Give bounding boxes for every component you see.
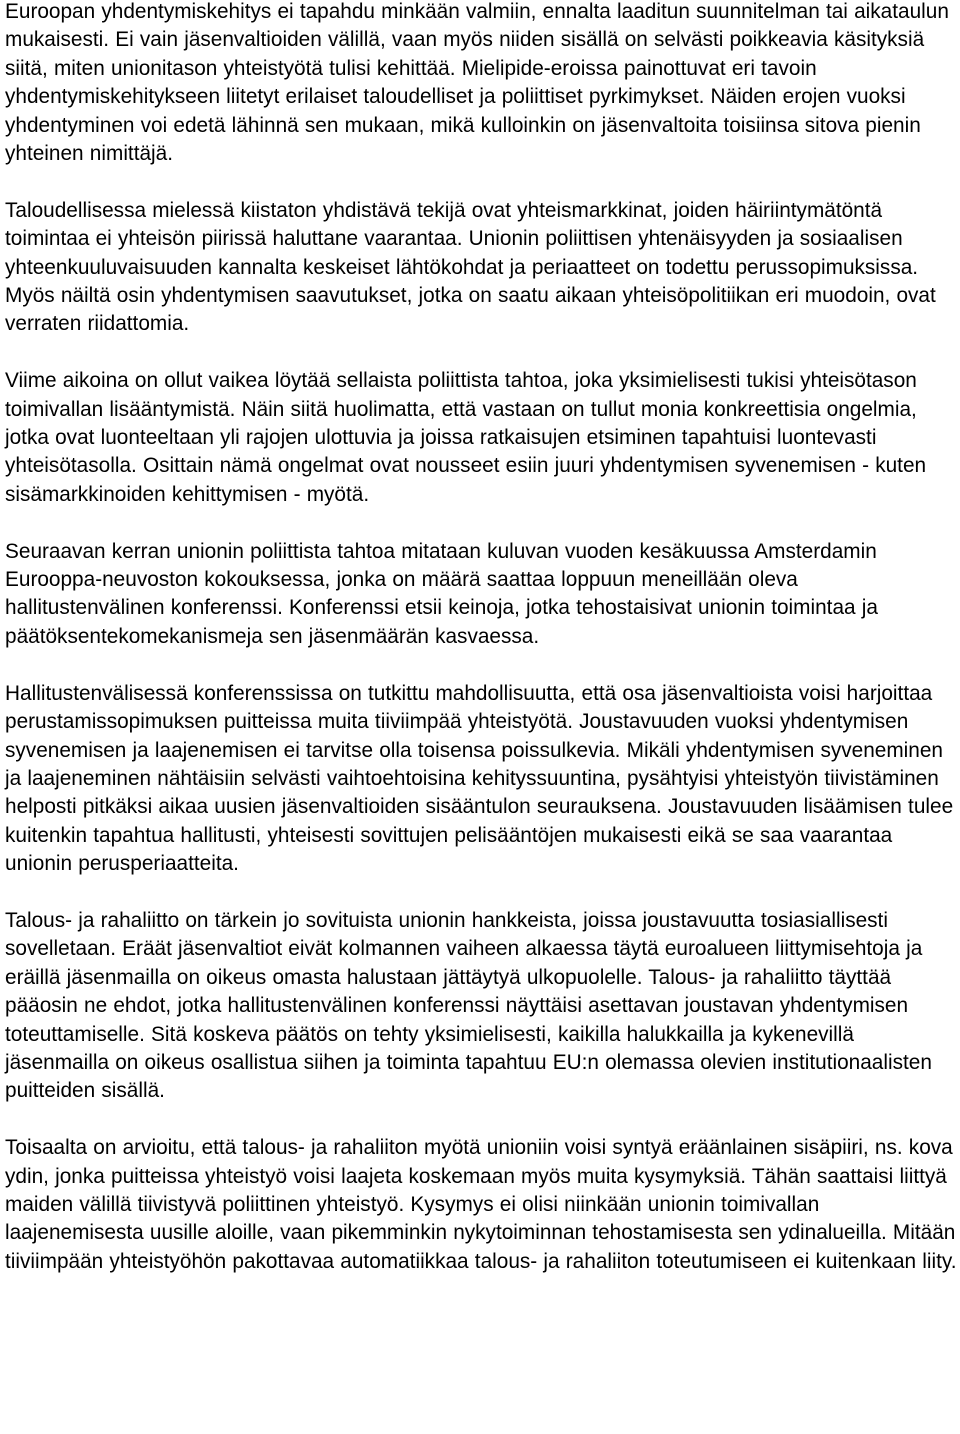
paragraph-2: Taloudellisessa mielessä kiistaton yhdistävä tekijä ovat yhteismarkkinat, joiden häiriintymätöntä toimintaa ei yhteisön piirissä haluttane vaarantaa. Unionin poliittisen yhtenäisyyden ja sosiaalisen yhteenkuuluvaisuuden kannalta keskeiset lähtökohdat ja periaatteet on todettu perussopimuksissa. Myös näiltä osin yhdentymisen saavutukset, jotka on saatu aikaan yhteisöpolitiikan eri muodoin, ovat verraten riidattomia. — [5, 198, 936, 336]
paragraph-6: Talous- ja rahaliitto on tärkein jo sovituista unionin hankkeista, joissa joustavuutta tosiasiallisesti sovelletaan. Eräät jäsenvaltiot eivät kolmannen vaiheen alkaessa täytä euroalueen liittymisehtoja ja eräillä jäsenmailla on oikeus omasta halustaan jättäytyä ulkopuolelle. Talous- ja rahaliitto täyttää pääosin ne ehdot, jotka hallitustenvälinen konferenssi näyttäisi asettavan joustavan yhdentymisen toteuttamiselle. Sitä koskeva päätös on tehty yksimielisesti, kaikilla halukkailla ja kykenevillä jäsenmailla on oikeus osallistua siihen ja toiminta tapahtuu EU:n olemassa olevien institutionaalisten puitteiden sisällä. — [5, 908, 932, 1103]
paragraph-5: Hallitustenvälisessä konferenssissa on tutkittu mahdollisuutta, että osa jäsenvaltioista voisi harjoittaa perustamissopimuksen puitteissa muita tiiviimpää yhteistyötä. Joustavuuden vuoksi yhdentymisen syvenemisen ja laajenemisen ei tarvitse olla toisensa poissulkevia. Mikäli yhdentymisen syveneminen ja laajeneminen nähtäisiin selvästi vaihtoehtoisina kehityssuuntina, pysähtyisi yhteistyön tiivistäminen helposti pitkäksi aikaa uusien jäsenvaltioiden sisääntulon seurauksena. Joustavuuden lisäämisen tulee kuitenkin tapahtua hallitusti, yhteisesti sovittujen pelisääntöjen mukaisesti eikä se saa vaarantaa unionin perusperiaatteita. — [5, 681, 954, 876]
paragraph-4: Seuraavan kerran unionin poliittista tahtoa mitataan kuluvan vuoden kesäkuussa Amsterdamin Eurooppa-neuvoston kokouksessa, jonka on määrä saattaa loppuun meneillään oleva hallitustenvälinen konferenssi. Konferenssi etsii keinoja, jotka tehostaisivat unionin toimintaa ja päätöksentekomekanismeja sen jäsenmäärän kasvaessa. — [5, 539, 878, 648]
paragraph-3: Viime aikoina on ollut vaikea löytää sellaista poliittista tahtoa, joka yksimielisesti tukisi yhteisötason toimivallan lisääntymistä. Näin siitä huolimatta, että vastaan on tullut monia konkreettisia ongelmia, jotka ovat luonteeltaan yli rajojen ulottuvia ja joissa ratkaisujen etsiminen tapahtuisi luontevasti yhteisötasolla. Osittain nämä ongelmat ovat nousseet esiin juuri yhdentymisen syvenemisen - kuten sisämarkkinoiden kehittymisen - myötä. — [5, 369, 927, 506]
document-page — [5, 0, 957, 1276]
paragraph-1: Euroopan yhdentymiskehitys ei tapahdu minkään valmiin, ennalta laaditun suunnitelman tai aikataulun mukaisesti. Ei vain jäsenvaltioiden välillä, vaan myös niiden sisällä on selvästi poikkeavia käsityksiä siitä, miten unionitason yhteistyötä tulisi kehittää. Mielipide-eroissa painottuvat eri tavoin yhdentymiskehitykseen liitetyt erilaiset taloudelliset ja poliittiset pyrkimykset. Näiden erojen vuoksi yhdentyminen voi edetä lähinnä sen mukaan, mikä kulloinkin on jäsenvaltoita toisiinsa sitova pienin yhteinen nimittäjä. — [5, 0, 949, 166]
paragraph-7: Toisaalta on arvioitu, että talous- ja rahaliiton myötä unioniin voisi syntyä eräänlainen sisäpiiri, ns. kova ydin, jonka puitteissa yhteistyö voisi laajeta koskemaan myös muita kysymyksiä. Tähän saattaisi liittyä maiden välillä tiivistyvä poliittinen yhteistyö. Kysymys ei olisi niinkään unionin toimivallan laajenemisesta uusille aloille, vaan pikemminkin nykytoiminnan tehostamisesta sen ydinalueilla. Mitään tiiviimpään yhteistyöhön pakottavaa automatiikkaa talous- ja rahaliiton toteutumiseen ei kuitenkaan liity. — [5, 1136, 957, 1273]
